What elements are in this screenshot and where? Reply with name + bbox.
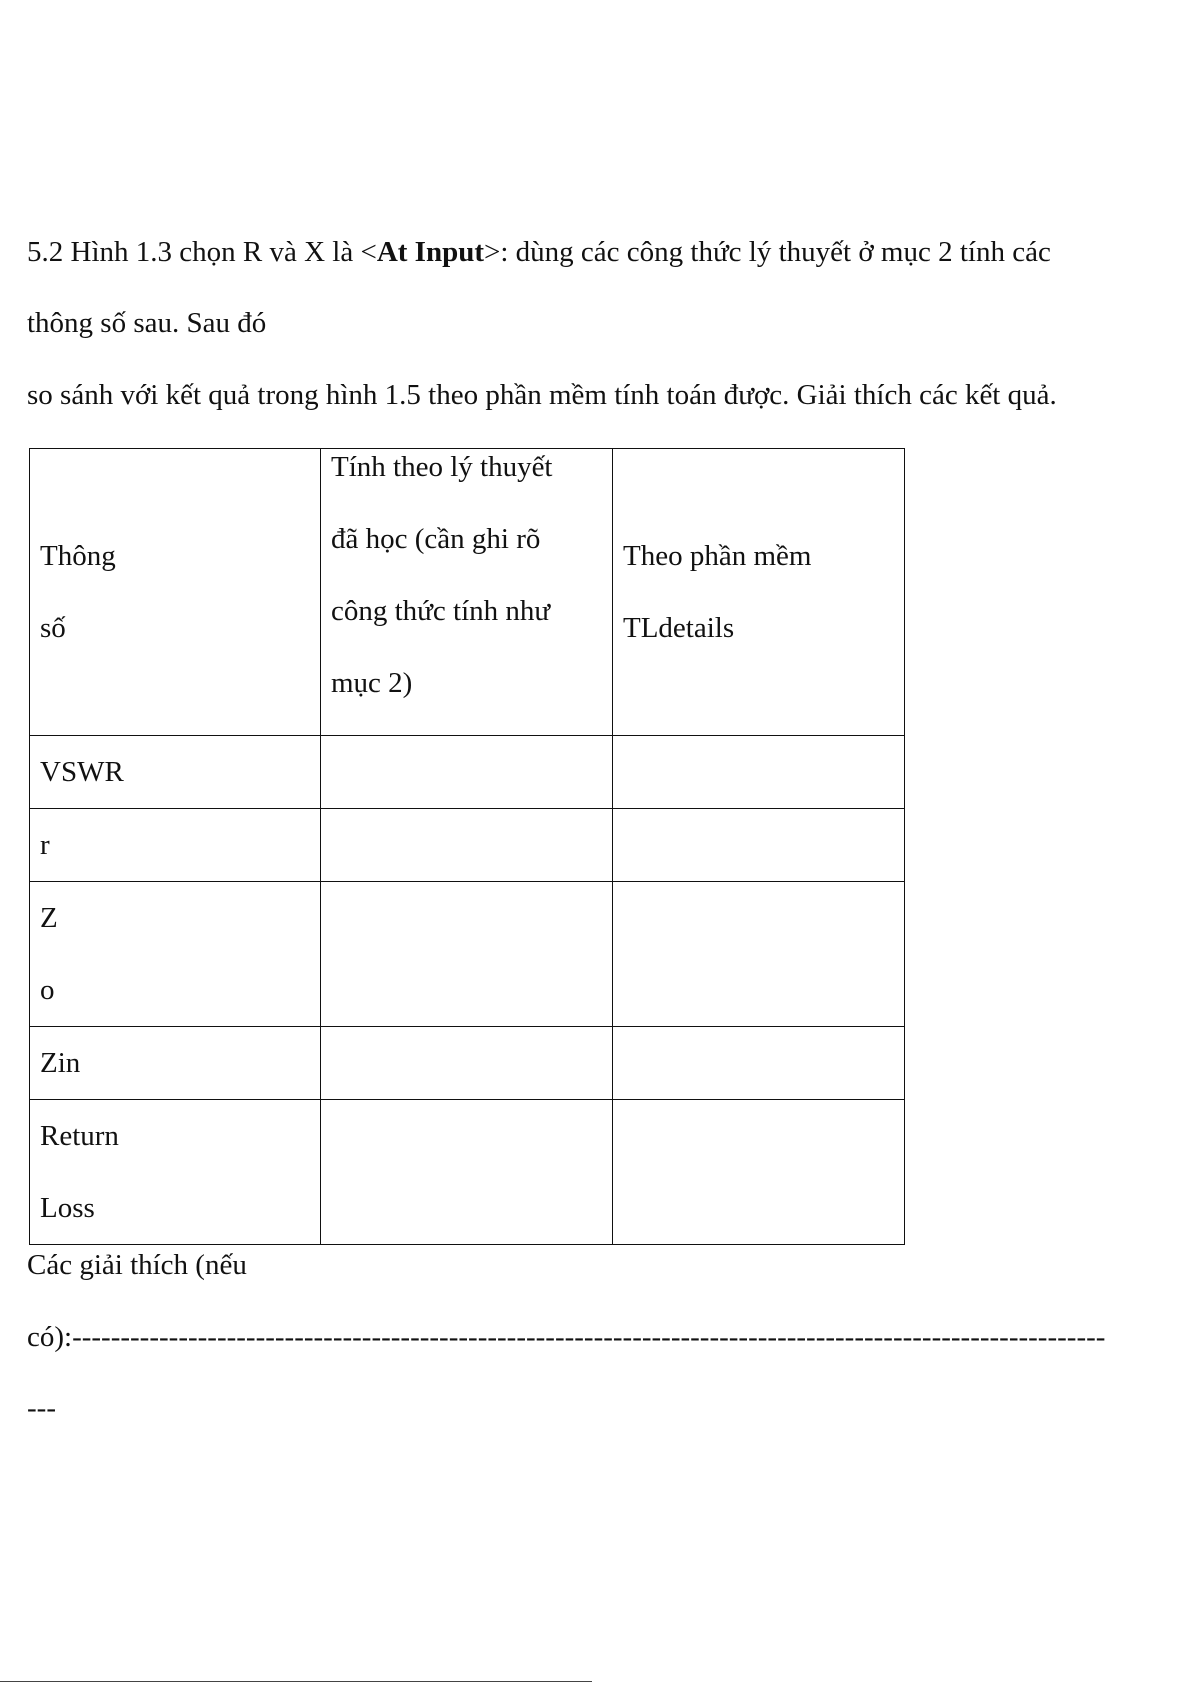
- header-theory-line: công thức tính như: [331, 595, 551, 627]
- table-header-row: [30, 449, 905, 736]
- software-cell[interactable]: [613, 736, 905, 809]
- software-cell[interactable]: [613, 882, 905, 1027]
- table-row: [30, 809, 905, 882]
- table-row: [30, 882, 905, 1027]
- param-cell: [30, 882, 321, 1027]
- table-row: [30, 1100, 905, 1245]
- paragraph-line-2: thông số sau. Sau đó: [27, 307, 267, 339]
- header-theory-line: đã học (cần ghi rõ: [331, 523, 541, 555]
- table-row: [30, 736, 905, 809]
- comparison-table: [29, 448, 905, 1245]
- explanation-label: Các giải thích (nếu: [27, 1249, 247, 1281]
- param-label: Z: [40, 902, 58, 934]
- param-label: Zin: [40, 1047, 81, 1079]
- theory-cell[interactable]: [321, 809, 613, 882]
- table-row: [30, 1027, 905, 1100]
- software-cell[interactable]: [613, 1027, 905, 1100]
- header-parameter-line: Thông: [40, 540, 116, 572]
- param-label: VSWR: [40, 756, 124, 788]
- software-cell[interactable]: [613, 809, 905, 882]
- theory-cell[interactable]: [321, 736, 613, 809]
- software-cell[interactable]: [613, 1100, 905, 1245]
- header-software: [613, 449, 905, 736]
- header-parameter: [30, 449, 321, 736]
- theory-cell[interactable]: [321, 882, 613, 1027]
- paragraph-line-1-bold: At Input: [376, 236, 484, 268]
- param-cell: [30, 809, 321, 882]
- header-software-line: Theo phần mềm: [623, 540, 812, 572]
- paragraph-line-1: [27, 234, 1051, 270]
- param-cell: [30, 736, 321, 809]
- footnote-separator: [0, 1681, 592, 1682]
- paragraph-line-1-prefix: 5.2 Hình 1.3 chọn R và X là <: [27, 236, 377, 268]
- paragraph-line-3: so sánh với kết quả trong hình 1.5 theo phần mềm tính toán được. Giải thích các kết quả.: [27, 379, 1057, 411]
- paragraph-line-1-suffix: >: dùng các công thức lý thuyết ở mục 2 tính các: [484, 236, 1051, 268]
- param-label: Return: [40, 1120, 119, 1152]
- explanation-answer-line[interactable]: có):-----------------------------------------------------------------------------------------------------------: [27, 1321, 1106, 1353]
- header-parameter-line: số: [40, 612, 66, 644]
- param-label: Loss: [40, 1192, 95, 1224]
- header-software-line: TLdetails: [623, 612, 735, 644]
- param-cell: [30, 1027, 321, 1100]
- header-theory-line: mục 2): [331, 667, 413, 699]
- theory-cell[interactable]: [321, 1027, 613, 1100]
- param-cell: [30, 1100, 321, 1245]
- param-label: o: [40, 974, 55, 1006]
- header-theory-line: Tính theo lý thuyết: [331, 451, 553, 483]
- theory-cell[interactable]: [321, 1100, 613, 1245]
- header-theory: [321, 449, 613, 736]
- param-label: r: [40, 829, 50, 861]
- explanation-answer-line-continued[interactable]: ---: [27, 1392, 56, 1424]
